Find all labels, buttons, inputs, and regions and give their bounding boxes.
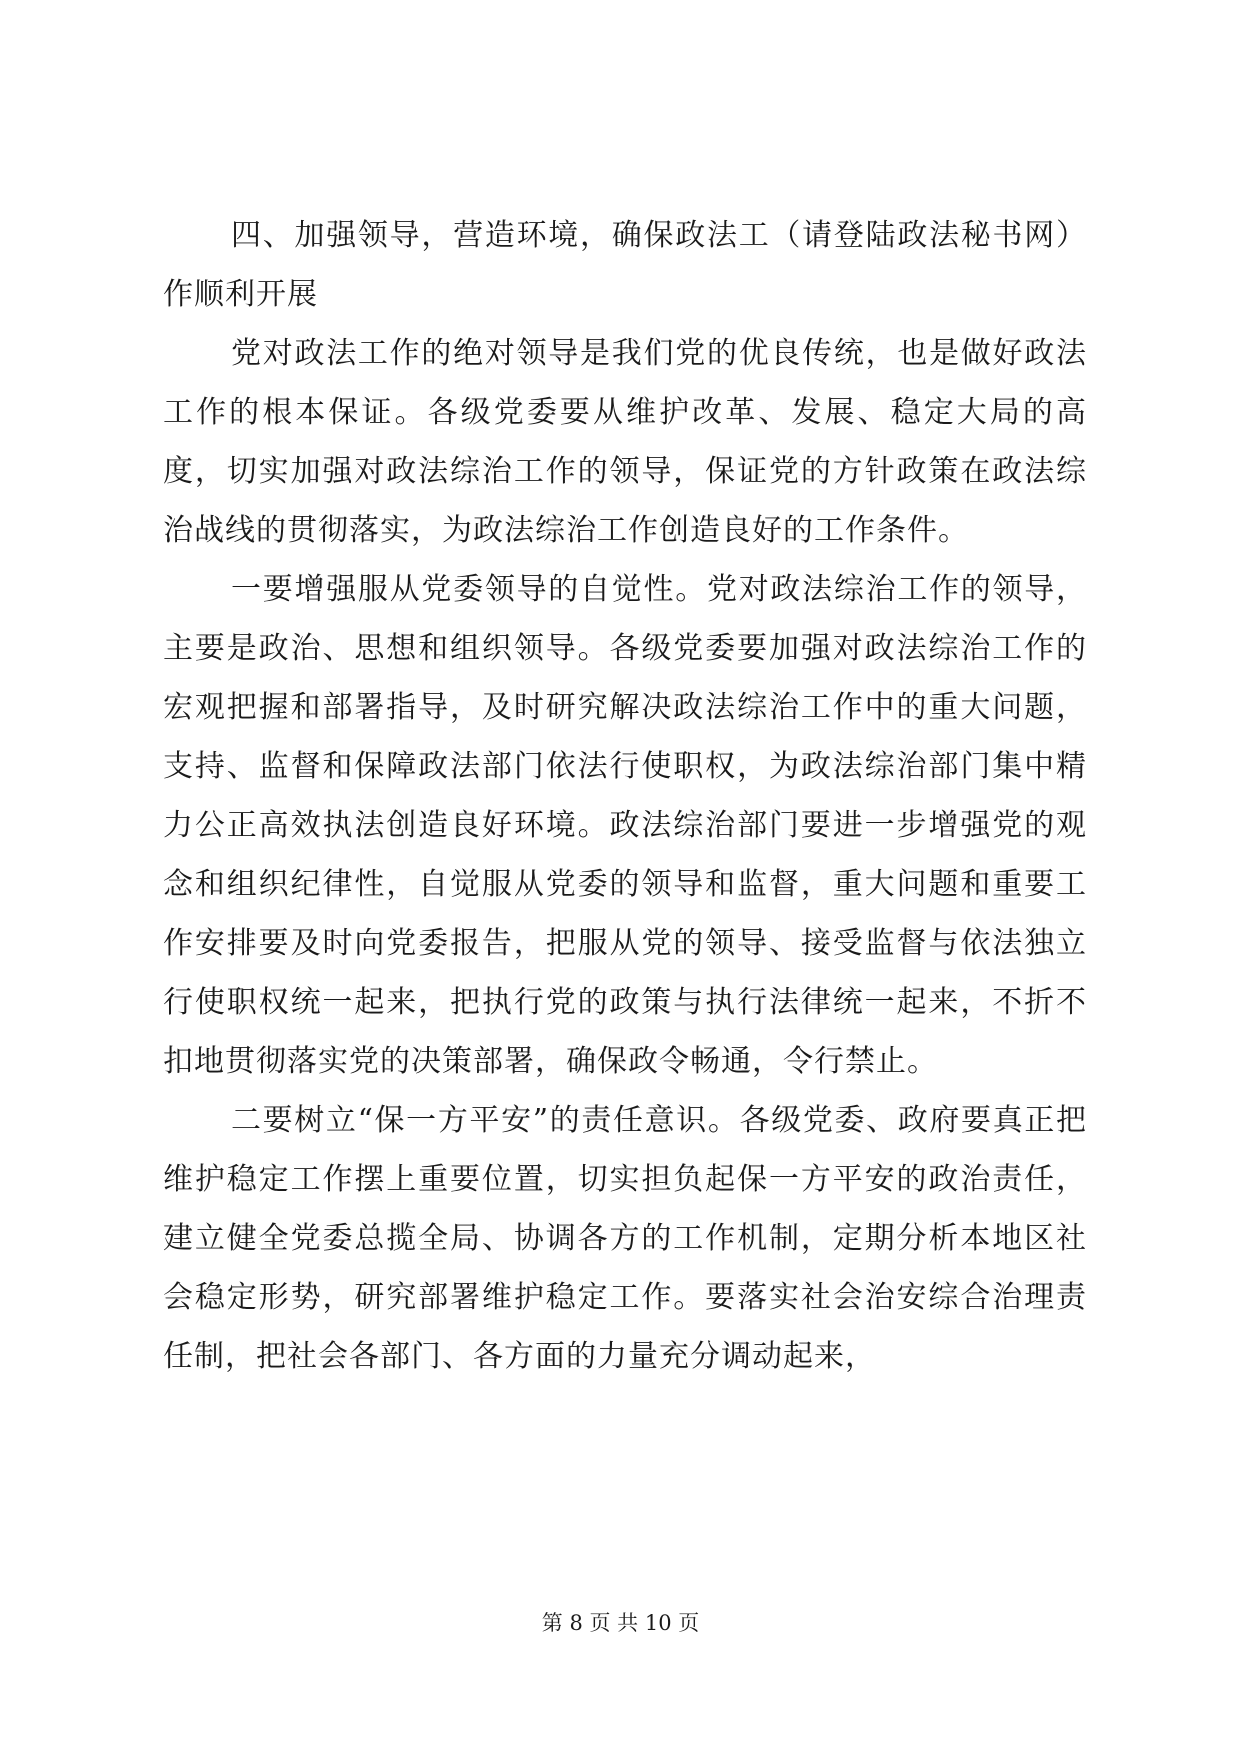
section-heading: 四、加强领导，营造环境，确保政法工（请登陆政法秘书网）作顺利开展	[163, 218, 1087, 312]
document-body	[163, 206, 1087, 1386]
paragraph-1: 党对政法工作的绝对领导是我们党的优良传统，也是做好政法工作的根本保证。各级党委要从维护改革、发展、稳定大局的高度，切实加强对政法综治工作的领导，保证党的方针政策在政法综治战线的贯彻落实，为政法综治工作创造良好的工作条件。	[163, 336, 1087, 548]
paragraph-2: 一要增强服从党委领导的自觉性。党对政法综治工作的领导，主要是政治、思想和组织领导。各级党委要加强对政法综治工作的宏观把握和部署指导，及时研究解决政法综治工作中的重大问题，支持、监督和保障政法部门依法行使职权，为政法综治部门集中精力公正高效执法创造良好环境。政法综治部门要进一步增强党的观念和组织纪律性，自觉服从党委的领导和监督，重大问题和重要工作安排要及时向党委报告，把服从党的领导、接受监督与依法独立行使职权统一起来，把执行党的政策与执行法律统一起来，不折不扣地贯彻落实党的决策部署，确保政令畅通，令行禁止。	[163, 572, 1087, 1079]
paragraph-3: 二要树立“保一方平安”的责任意识。各级党委、政府要真正把维护稳定工作摆上重要位置，切实担负起保一方平安的政治责任，建立健全党委总揽全局、协调各方的工作机制，定期分析本地区社会稳定形势，研究部署维护稳定工作。要落实社会治安综合治理责任制，把社会各部门、各方面的力量充分调动起来，	[163, 1103, 1087, 1374]
page-number-footer: 第 8 页 共 10 页	[541, 1611, 700, 1635]
